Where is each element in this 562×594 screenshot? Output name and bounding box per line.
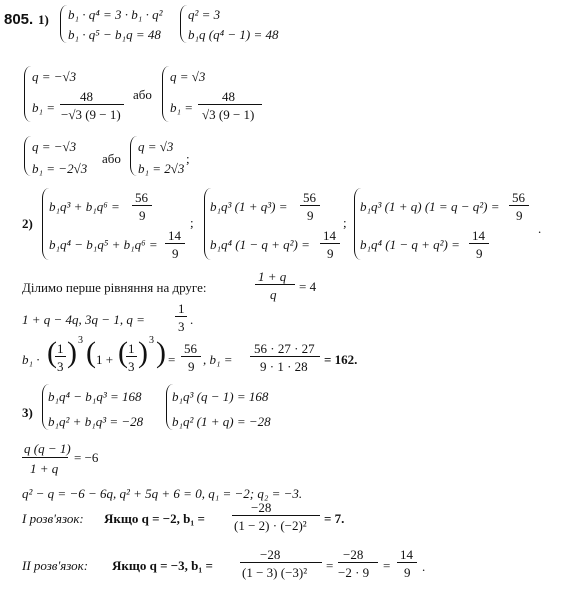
fraction-bar bbox=[175, 316, 187, 317]
paren: ( bbox=[47, 336, 57, 369]
fraction-bar bbox=[22, 457, 68, 458]
or-word: або bbox=[133, 87, 152, 102]
fraction-bar bbox=[232, 515, 320, 516]
equation: q = √3 bbox=[138, 139, 174, 154]
fraction-denominator: (1 − 3) (−3)² bbox=[242, 565, 308, 580]
fraction-bar bbox=[250, 356, 320, 357]
fraction-numerator: 1 bbox=[128, 341, 135, 356]
brace bbox=[24, 136, 31, 176]
equation: b₁ · q⁵ − b₁q = 48 bbox=[68, 27, 161, 42]
equation: b₁ = −2√3 bbox=[32, 161, 88, 176]
equation: b₁ = bbox=[32, 100, 56, 115]
paren: ) bbox=[156, 336, 166, 369]
equation: q = √3 bbox=[170, 69, 206, 84]
part2-label: 2) bbox=[22, 216, 33, 231]
solution-label: II розв'язок: bbox=[22, 558, 89, 573]
semicolon: ; bbox=[186, 151, 190, 166]
brace bbox=[42, 188, 49, 260]
fraction-bar bbox=[55, 356, 66, 357]
paren: ( bbox=[118, 336, 128, 369]
fraction-bar bbox=[338, 562, 378, 563]
equation: Якщо q = −2, b₁ = bbox=[104, 511, 205, 526]
equation: b₁q³ (1 + q³) = bbox=[210, 199, 288, 214]
brace bbox=[130, 136, 137, 176]
fraction-denominator: q bbox=[270, 287, 277, 302]
part1-label: 1) bbox=[38, 12, 49, 27]
fraction-numerator: 1 bbox=[57, 341, 64, 356]
part3-label: 3) bbox=[22, 405, 33, 420]
exponent: 3 bbox=[149, 335, 154, 346]
equation: q = −√3 bbox=[32, 69, 77, 84]
period: . bbox=[538, 221, 542, 236]
fraction-denominator: −√3 (9 − 1) bbox=[61, 107, 121, 122]
equation: b₁q³ (q − 1) = 168 bbox=[172, 389, 269, 404]
fraction-bar bbox=[255, 284, 295, 285]
fraction-numerator: 14 bbox=[472, 228, 485, 243]
equation: = 4 bbox=[299, 279, 317, 294]
fraction-denominator: √3 (9 − 1) bbox=[202, 107, 255, 122]
fraction-bar bbox=[198, 104, 262, 105]
fraction-numerator: 56 bbox=[184, 341, 197, 356]
equation: 1 + q − 4q, 3q − 1, q = bbox=[22, 312, 145, 327]
equation: b₁ = 2√3 bbox=[138, 161, 185, 176]
fraction-denominator: 9 bbox=[327, 246, 334, 261]
fraction-numerator: 56 · 27 · 27 bbox=[254, 341, 315, 356]
fraction-bar bbox=[397, 562, 417, 563]
equation: , b₁ = bbox=[203, 352, 233, 367]
separator: ; bbox=[190, 215, 194, 230]
equation: b₁q² (1 + q) = −28 bbox=[172, 414, 271, 429]
equation: = bbox=[326, 558, 334, 573]
fraction-numerator: 1 bbox=[178, 301, 185, 316]
fraction-denominator: 9 bbox=[139, 208, 146, 223]
equation: = bbox=[168, 352, 176, 367]
fraction-bar bbox=[320, 243, 340, 244]
fraction-denominator: 3 bbox=[57, 359, 64, 374]
fraction-bar bbox=[126, 356, 137, 357]
fraction-denominator: −2 · 9 bbox=[338, 565, 370, 580]
fraction-numerator: −28 bbox=[251, 500, 272, 515]
equation: 1 + bbox=[96, 352, 114, 367]
or-word: або bbox=[102, 151, 121, 166]
result: = 162. bbox=[324, 352, 358, 367]
fraction-numerator: 56 bbox=[512, 190, 525, 205]
equation: q = −√3 bbox=[32, 139, 77, 154]
fraction-bar bbox=[509, 205, 529, 206]
brace bbox=[180, 5, 187, 43]
fraction-numerator: 48 bbox=[80, 89, 93, 104]
equation: b₁q⁴ (1 − q + q²) = bbox=[210, 237, 310, 252]
fraction-bar bbox=[181, 356, 201, 357]
fraction-denominator: 9 · 1 · 28 bbox=[260, 359, 308, 374]
equation: b₁q⁴ − b₁q⁵ + b₁q⁶ = bbox=[49, 237, 158, 252]
equation: = bbox=[383, 558, 391, 573]
equation: b₁q³ (1 + q) (1 = q − q²) = bbox=[360, 199, 500, 214]
paren: ) bbox=[138, 336, 148, 369]
exponent: 3 bbox=[78, 335, 83, 346]
fraction-denominator: 9 bbox=[172, 246, 179, 261]
fraction-denominator: 3 bbox=[128, 359, 135, 374]
fraction-bar bbox=[300, 205, 320, 206]
paren: ( bbox=[86, 336, 96, 369]
equation: b₁q⁴ − b₁q³ = 168 bbox=[48, 389, 142, 404]
fraction-bar bbox=[240, 562, 322, 563]
fraction-numerator: −28 bbox=[343, 547, 364, 562]
equation: Якщо q = −3, b₁ = bbox=[112, 558, 213, 573]
result: = 7. bbox=[324, 511, 345, 526]
fraction-numerator: 14 bbox=[400, 547, 413, 562]
fraction-numerator: 1 + q bbox=[258, 269, 287, 284]
fraction-denominator: 9 bbox=[476, 246, 483, 261]
fraction-bar bbox=[165, 243, 185, 244]
fraction-denominator: (1 − 2) · (−2)² bbox=[234, 518, 307, 533]
equation: b₁ · bbox=[22, 352, 40, 367]
separator: ; bbox=[343, 215, 347, 230]
fraction-denominator: 3 bbox=[178, 319, 185, 334]
fraction-numerator: 14 bbox=[168, 228, 181, 243]
equation: b₁q² + b₁q³ = −28 bbox=[48, 414, 144, 429]
brace bbox=[24, 66, 31, 122]
fraction-denominator: 9 bbox=[188, 359, 195, 374]
fraction-numerator: 56 bbox=[135, 190, 148, 205]
divide-text: Ділимо перше рівняння на друге: bbox=[22, 280, 207, 295]
equation: b₁q (q⁴ − 1) = 48 bbox=[188, 27, 279, 42]
brace bbox=[162, 66, 169, 122]
fraction-numerator: 56 bbox=[303, 190, 316, 205]
equation: b₁q³ + b₁q⁶ = bbox=[49, 199, 120, 214]
equation: b₁ · q⁴ = 3 · b₁ · q² bbox=[68, 7, 163, 22]
fraction-denominator: 9 bbox=[516, 208, 523, 223]
solution-label: I розв'язок: bbox=[22, 511, 84, 526]
fraction-bar bbox=[60, 104, 124, 105]
problem-number: 805. bbox=[4, 11, 34, 28]
fraction-numerator: −28 bbox=[260, 547, 281, 562]
fraction-denominator: 1 + q bbox=[30, 461, 59, 476]
equation: q² = 3 bbox=[188, 7, 221, 22]
fraction-denominator: 9 bbox=[307, 208, 314, 223]
fraction-bar bbox=[469, 243, 489, 244]
fraction-numerator: 48 bbox=[222, 89, 235, 104]
equation: = −6 bbox=[74, 450, 99, 465]
equation: b₁q⁴ (1 − q + q²) = bbox=[360, 237, 460, 252]
period: . bbox=[422, 559, 426, 574]
period: . bbox=[190, 312, 194, 327]
equation: b₁ = bbox=[170, 100, 194, 115]
equation: q² − q = −6 − 6q, q² + 5q + 6 = 0, q₁ = −2; q₂ = −3. bbox=[22, 486, 303, 501]
brace bbox=[60, 5, 67, 43]
paren: ) bbox=[67, 336, 77, 369]
fraction-numerator: 14 bbox=[323, 228, 336, 243]
fraction-denominator: 9 bbox=[404, 565, 411, 580]
fraction-numerator: q (q − 1) bbox=[24, 441, 71, 456]
fraction-bar bbox=[132, 205, 152, 206]
